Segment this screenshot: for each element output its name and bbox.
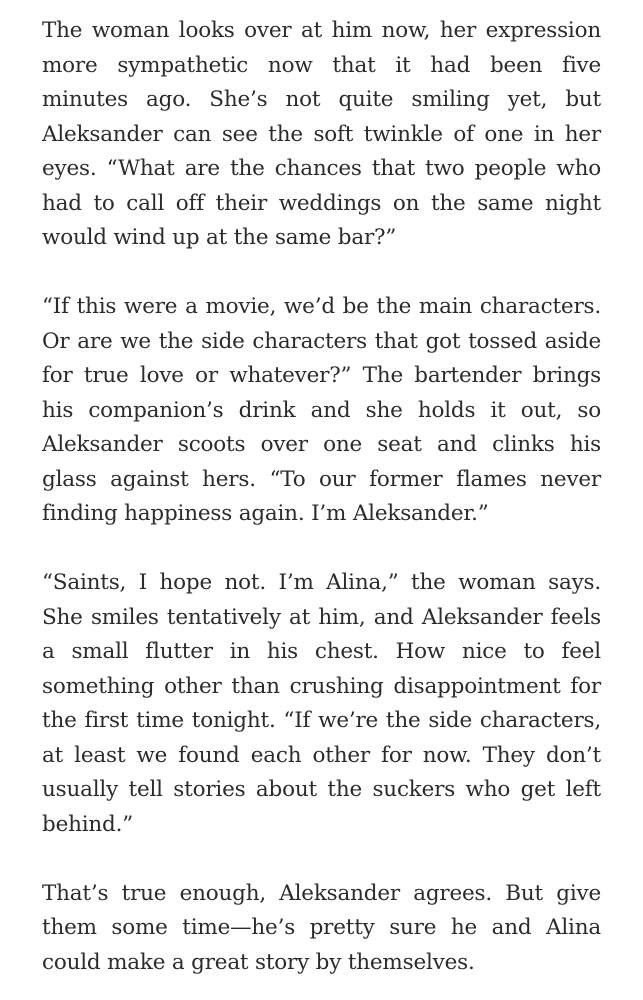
paragraph-gap [42,532,601,567]
paragraph-4: That’s true enough, Aleksander agrees. But give them some time—he’s pretty sure he and Alina could make a great story by themselves. [42,880,601,975]
paragraph-gap [42,256,601,291]
paragraph-1: The woman looks over at him now, her expression more sympathetic now that it had been five minutes ago. She’s not quite smiling yet, but Aleksander can see the soft twinkle of one in her eyes. “What are the chances that two people who had to call off their weddings on the same night would wind up at the same bar?” [42,18,601,250]
paragraph-2: “If this were a movie, we’d be the main characters. Or are we the side characters that got tossed aside for true love or whatever?” The bartender brings his companion’s drink and she holds it out, so Aleksander scoots over one seat and clinks his glass against hers. “To our former flames never finding happiness again. I’m Aleksander.” [42,294,601,526]
paragraph-gap [42,842,601,877]
paragraph-3: “Saints, I hope not. I’m Alina,” the woman says. She smiles tentatively at him, and Aleksander feels a small flutter in his chest. How nice to feel something other than crushing disappointment for the first time tonight. “If we’re the side characters, at least we found each other for now. They don’t usually tell stories about the suckers who get left behind.” [42,570,601,837]
